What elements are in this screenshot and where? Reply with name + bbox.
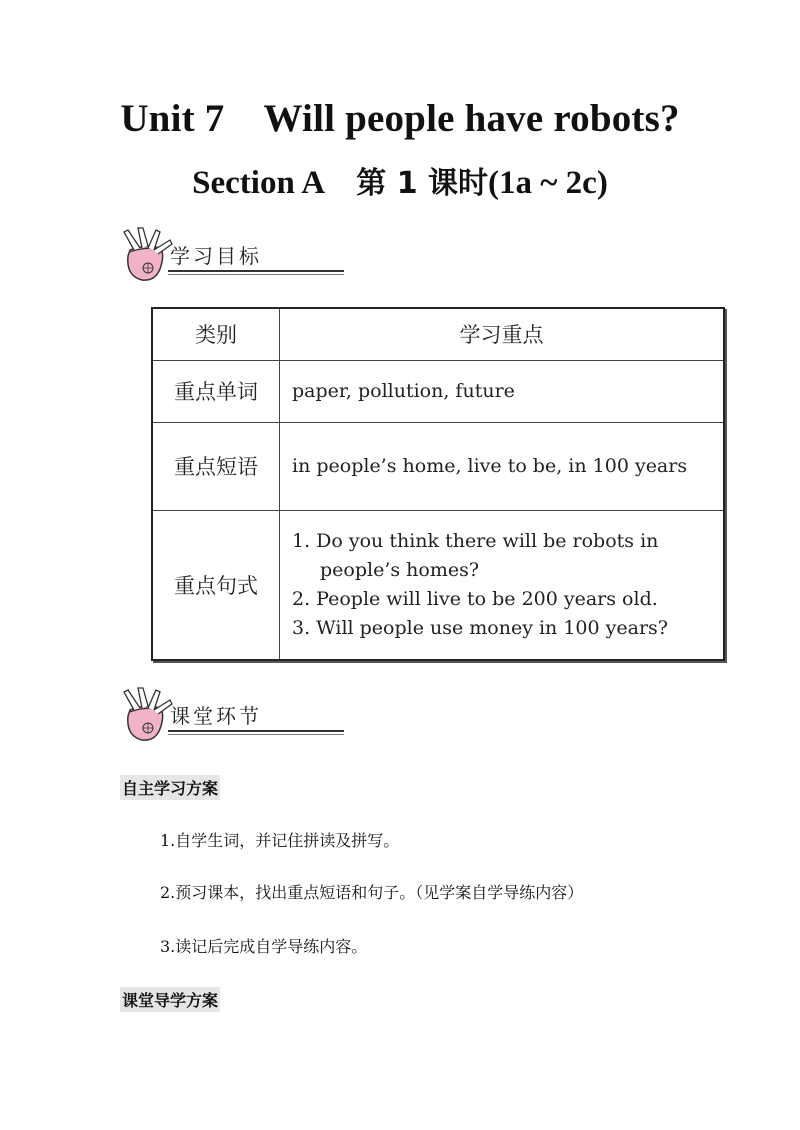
self-study-item: 3.读记后完成自学导练内容。 (160, 937, 368, 956)
lesson-range: (1a ~ 2c) (488, 165, 608, 201)
lesson-title (0, 158, 800, 202)
row-category: 重点句式 (152, 510, 280, 660)
row-content: paper, pollution, future (292, 380, 515, 402)
section-header-class (118, 686, 318, 746)
section-rule (168, 730, 344, 732)
pen-cup-icon (118, 226, 174, 284)
header-focus: 学习重点 (280, 308, 725, 360)
table-row (152, 422, 724, 510)
unit-title: Unit 7 Will people have robots? (120, 97, 680, 140)
sentence-list (280, 527, 723, 643)
section-rule-thin (168, 734, 344, 735)
row-category: 重点单词 (152, 360, 280, 422)
section-header-goals (118, 226, 318, 286)
learning-goals-table (151, 307, 725, 661)
pen-cup-icon (118, 686, 174, 744)
table-row (152, 360, 724, 422)
self-study-item: 2.预习课本，找出重点短语和句子。（见学案自学导练内容） (160, 883, 584, 902)
sentence-item: 2. People will live to be 200 years old. (292, 587, 658, 610)
section-rule-thin (168, 274, 344, 275)
sentence-item: 3. Will people use money in 100 years? (292, 616, 668, 639)
class-guide-title: 课堂导学方案 (120, 987, 220, 1012)
self-study-title: 自主学习方案 (120, 775, 220, 800)
self-study-item: 1.自学生词，并记住拼读及拼写。 (160, 831, 400, 850)
header-category: 类别 (152, 308, 280, 360)
section-label-class: 课堂环节 (170, 704, 262, 728)
sentence-item: 1. Do you think there will be robots in (292, 529, 659, 552)
sentence-item-continued: people’s homes? (320, 558, 480, 581)
table-row (152, 510, 724, 660)
section-rule (168, 270, 344, 272)
row-category: 重点短语 (152, 422, 280, 510)
section-label: Section A (192, 165, 357, 201)
row-content: in people’s home, live to be, in 100 years (292, 455, 688, 477)
table-header-row (152, 308, 724, 360)
section-label-goals: 学习目标 (170, 244, 262, 268)
lesson-number: 第 1 课时 (356, 166, 489, 201)
